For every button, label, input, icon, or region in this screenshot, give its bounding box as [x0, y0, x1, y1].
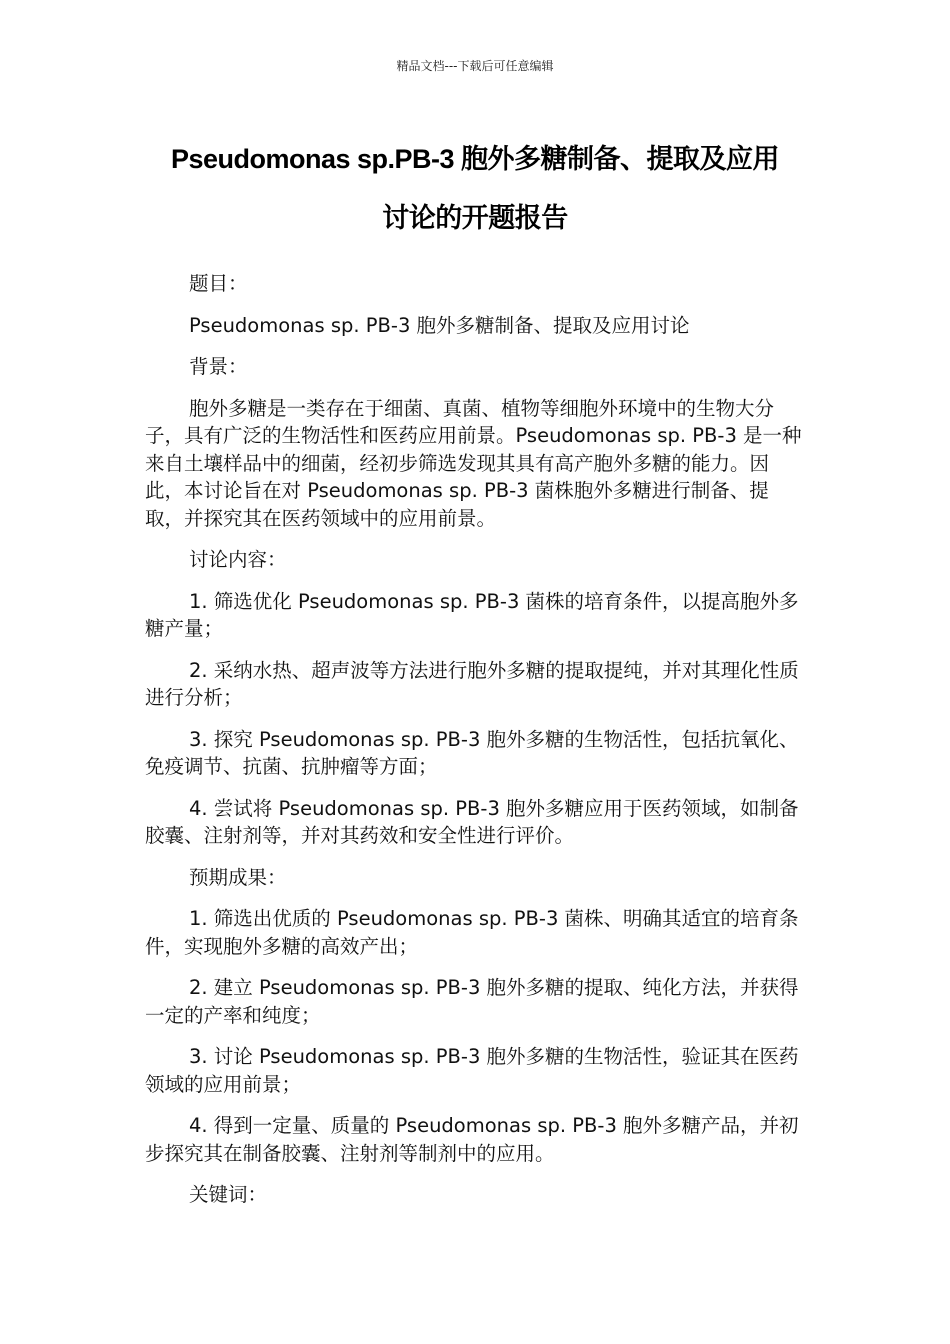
- content-item-3: 3. 探究 Pseudomonas sp. PB-3 胞外多糖的生物活性，包括抗氧化、免疫调节、抗菌、抗肿瘤等方面；: [145, 727, 799, 778]
- page-header: 精品文档---下载后可任意编辑: [396, 59, 554, 73]
- content-item-4: 4. 尝试将 Pseudomonas sp. PB-3 胞外多糖应用于医药领域，如制备胶囊、注射剂等，并对其药效和安全性进行评价。: [145, 796, 799, 847]
- result-item-3: 3. 讨论 Pseudomonas sp. PB-3 胞外多糖的生物活性，验证其在医药领域的应用前景；: [145, 1045, 799, 1096]
- content-item-1: 1. 筛选优化 Pseudomonas sp. PB-3 菌株的培育条件，以提高胞外多糖产量；: [145, 589, 799, 640]
- label-keywords: 关键词：: [189, 1183, 268, 1206]
- background-text: 胞外多糖是一类存在于细菌、真菌、植物等细胞外环境中的生物大分子，具有广泛的生物活性和医药应用前景。Pseudomonas sp. PB-3 是一种来自土壤样品中的细菌，经初步筛选发现其具有高产胞外多糖的能力。因此，本讨论旨在对 Pseudomonas sp. PB-3 菌株胞外多糖进行制备、提取，并探究其在医药领域中的应用前景。: [145, 396, 802, 530]
- result-item-1: 1. 筛选出优质的 Pseudomonas sp. PB-3 菌株、明确其适宜的培育条件，实现胞外多糖的高效产出；: [145, 907, 799, 958]
- document-body: [145, 270, 805, 1223]
- result-item-4: 4. 得到一定量、质量的 Pseudomonas sp. PB-3 胞外多糖产品，并初步探究其在制备胶囊、注射剂等制剂中的应用。: [145, 1114, 799, 1165]
- title-line-2: 讨论的开题报告: [382, 203, 568, 233]
- result-item-2: 2. 建立 Pseudomonas sp. PB-3 胞外多糖的提取、纯化方法，并获得一定的产率和纯度；: [145, 976, 799, 1027]
- content-item-2: 2. 采纳水热、超声波等方法进行胞外多糖的提取提纯，并对其理化性质进行分析；: [145, 658, 799, 709]
- topic-text: Pseudomonas sp. PB-3 胞外多糖制备、提取及应用讨论: [189, 313, 690, 337]
- title-line-1: Pseudomonas sp.PB-3 胞外多糖制备、提取及应用: [170, 144, 780, 174]
- label-background: 背景：: [189, 355, 248, 378]
- label-content: 讨论内容：: [189, 548, 287, 571]
- label-topic: 题目：: [189, 272, 248, 295]
- label-expected-results: 预期成果：: [189, 865, 287, 889]
